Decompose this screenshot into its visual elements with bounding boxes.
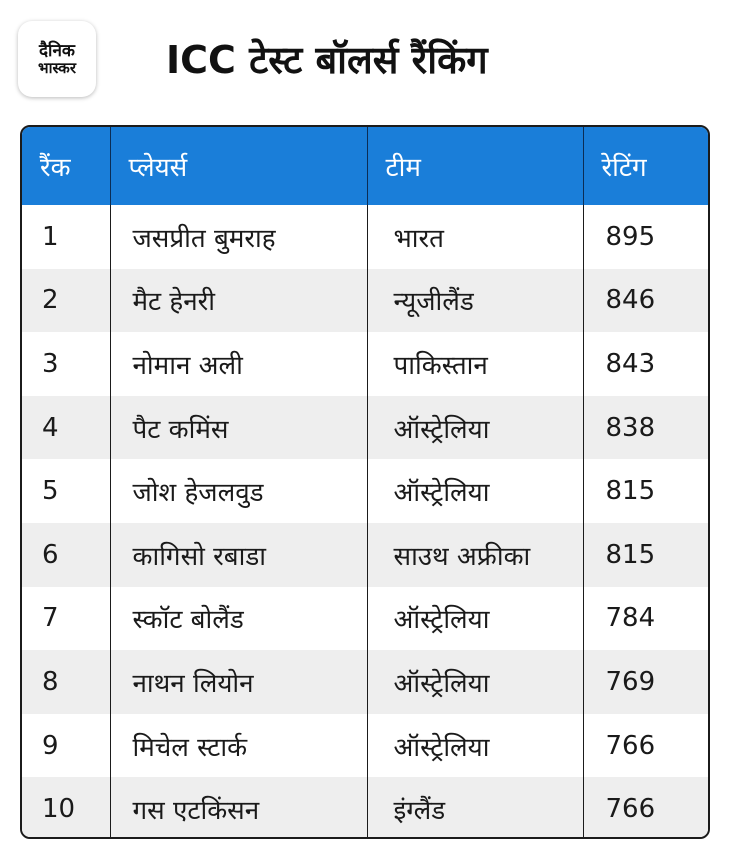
cell-team: भारत [367, 205, 583, 269]
cell-team: ऑस्ट्रेलिया [367, 650, 583, 714]
cell-rating: 784 [605, 603, 656, 634]
cell-rating: 769 [605, 666, 656, 697]
cell-rank: 6 [22, 523, 110, 587]
cell-rating: 766 [605, 730, 656, 761]
cell-player: गस एटकिंसन [110, 777, 367, 839]
cell-player: नाथन लियोन [110, 650, 367, 714]
cell-rank: 9 [22, 714, 110, 778]
table-header-row [22, 127, 708, 205]
header-rank: रैंक [22, 127, 110, 205]
cell-player: मिचेल स्टार्क [110, 714, 367, 778]
table-row [22, 777, 708, 839]
table-row [22, 714, 708, 778]
cell-rank: 2 [22, 269, 110, 333]
cell-player: नोमान अली [110, 332, 367, 396]
cell-player: जसप्रीत बुमराह [110, 205, 367, 269]
brand-logo [18, 21, 96, 97]
logo-text-line2: भास्कर [38, 58, 76, 77]
cell-team: ऑस्ट्रेलिया [367, 714, 583, 778]
page-title: ICC टेस्ट बॉलर्स रैंकिंग [166, 38, 488, 82]
table-row [22, 396, 708, 460]
cell-rating: 815 [605, 476, 656, 507]
header-players: प्लेयर्स [110, 127, 367, 205]
cell-team: ऑस्ट्रेलिया [367, 587, 583, 651]
cell-player: पैट कमिंस [110, 396, 367, 460]
cell-rank: 10 [22, 777, 110, 839]
rankings-table-container [20, 125, 710, 839]
cell-rating: 838 [605, 412, 656, 443]
table-row [22, 205, 708, 269]
cell-team: इंग्लैंड [367, 777, 583, 839]
cell-player: मैट हेनरी [110, 269, 367, 333]
cell-rank: 4 [22, 396, 110, 460]
table-row [22, 650, 708, 714]
cell-rating: 766 [605, 794, 656, 825]
cell-player: जोश हेजलवुड [110, 459, 367, 523]
cell-rating: 846 [605, 285, 656, 316]
table-row [22, 523, 708, 587]
cell-rank: 1 [22, 205, 110, 269]
cell-team: साउथ अफ्रीका [367, 523, 583, 587]
cell-rank: 8 [22, 650, 110, 714]
cell-rating: 815 [605, 539, 656, 570]
cell-player: कागिसो रबाडा [110, 523, 367, 587]
table-row [22, 269, 708, 333]
cell-team: पाकिस्तान [367, 332, 583, 396]
cell-rating: 895 [605, 221, 656, 252]
header-team: टीम [367, 127, 583, 205]
cell-rank: 5 [22, 459, 110, 523]
logo-text-line1: दैनिक [39, 40, 75, 61]
cell-rank: 7 [22, 587, 110, 651]
cell-rank: 3 [22, 332, 110, 396]
cell-team: न्यूजीलैंड [367, 269, 583, 333]
cell-player: स्कॉट बोलैंड [110, 587, 367, 651]
table-row [22, 587, 708, 651]
cell-rating: 843 [605, 348, 656, 379]
table-row [22, 459, 708, 523]
cell-team: ऑस्ट्रेलिया [367, 459, 583, 523]
table-row [22, 332, 708, 396]
header-rating: रेटिंग [601, 153, 647, 183]
rankings-table [22, 127, 708, 839]
cell-team: ऑस्ट्रेलिया [367, 396, 583, 460]
